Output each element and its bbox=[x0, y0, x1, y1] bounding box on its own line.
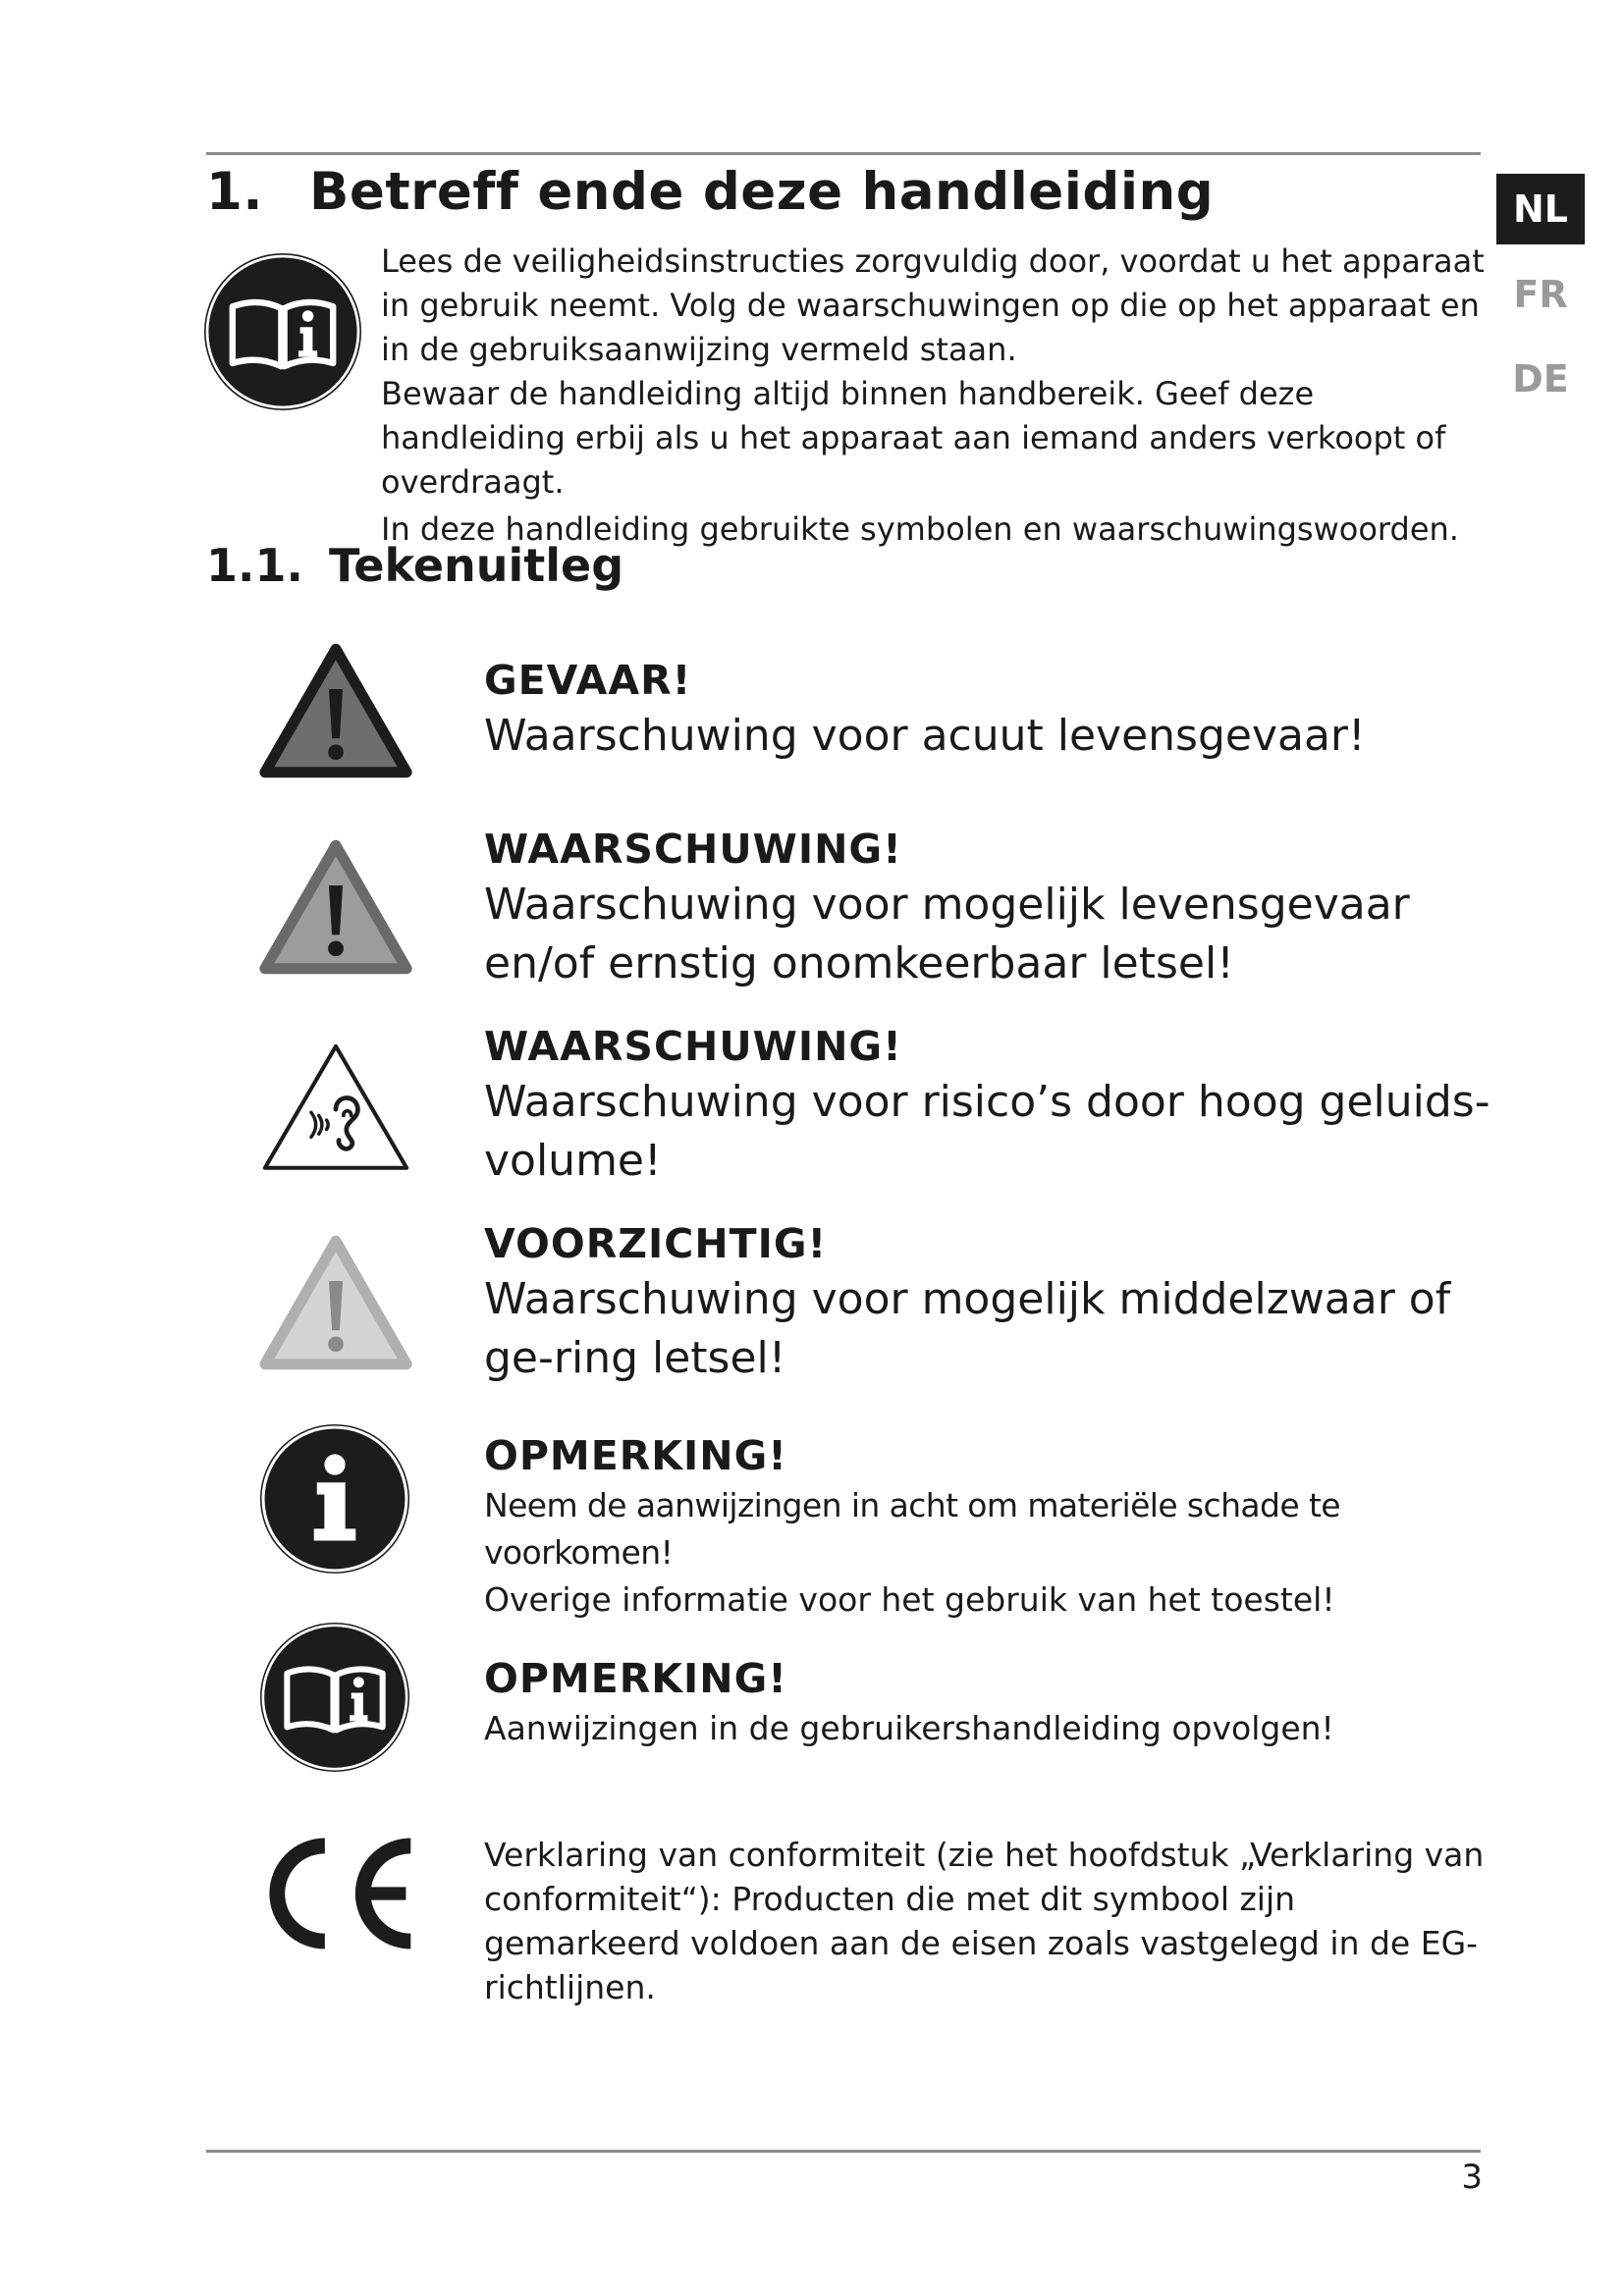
signal-word: WAARSCHUWING! bbox=[484, 1023, 902, 1070]
signal-description: Overige informatie voor het gebruik van het toestel! bbox=[484, 1580, 1335, 1619]
lang-tab-de[interactable]: DE bbox=[1512, 357, 1569, 400]
lang-tab-fr[interactable]: FR bbox=[1513, 273, 1568, 316]
signal-warning bbox=[484, 823, 1495, 993]
signal-description: Waarschuwing voor risico’s door hoog geluids-volume! bbox=[484, 1077, 1490, 1186]
intro-text bbox=[381, 240, 1500, 552]
signal-word: WAARSCHUWING! bbox=[484, 826, 902, 873]
signal-note-info bbox=[484, 1429, 1495, 1624]
intro-paragraph: Bewaar de handleiding altijd binnen handbereik. Geef deze handleiding erbij als u het apparaat aan iemand anders verkoopt of overdraagt. bbox=[381, 375, 1446, 501]
section-number: 1.1. bbox=[206, 539, 303, 592]
caution-triangle-icon bbox=[258, 1235, 413, 1370]
signal-warning-hearing bbox=[484, 1020, 1495, 1191]
danger-triangle-icon bbox=[258, 643, 413, 778]
chapter-title: Betreff ende deze handleiding bbox=[309, 162, 1215, 222]
ce-mark-icon bbox=[253, 1834, 420, 1953]
signal-danger bbox=[484, 654, 1495, 766]
chapter-heading bbox=[206, 162, 1214, 222]
signal-word: OPMERKING! bbox=[484, 1432, 787, 1479]
top-rule bbox=[206, 152, 1481, 155]
section-title: Tekenuitleg bbox=[329, 539, 624, 592]
warning-triangle-icon bbox=[258, 839, 413, 975]
signal-description: Waarschuwing voor mogelijk middelzwaar of ge-ring letsel! bbox=[484, 1274, 1451, 1383]
signal-description: Waarschuwing voor mogelijk levensgevaar en/of ernstig onomkeerbaar letsel! bbox=[484, 880, 1410, 988]
signal-word: VOORZICHTIG! bbox=[484, 1220, 828, 1267]
ce-declaration-text: Verklaring van conformiteit (zie het hoofdstuk „Verklaring van conformiteit“): Producten die met dit symbool zijn gemarkeerd voldoen aan de eisen zoals vastgelegd in de EG-richtlijnen. bbox=[484, 1836, 1485, 2006]
signal-note-manual bbox=[484, 1652, 1495, 1752]
manual-icon bbox=[204, 253, 361, 410]
hearing-warning-icon bbox=[258, 1039, 413, 1174]
page-number: 3 bbox=[1461, 2158, 1483, 2197]
intro-paragraph: In deze handleiding gebruikte symbolen en waarschuwingswoorden. bbox=[381, 510, 1459, 548]
chapter-number: 1. bbox=[206, 162, 264, 222]
info-circle-icon bbox=[260, 1424, 409, 1574]
signal-caution bbox=[484, 1217, 1495, 1388]
signal-description: Waarschuwing voor acuut levensgevaar! bbox=[484, 711, 1366, 761]
intro-paragraph: Lees de veiligheidsinstructies zorgvuldig door, voordat u het apparaat in gebruik neemt. Volg de waarschuwingen op die op het apparaat en in de gebruiksaanwijzing vermeld staan. bbox=[381, 242, 1485, 368]
signal-description: Neem de aanwijzingen in acht om materiële schade te voorkomen! bbox=[484, 1486, 1340, 1572]
signal-word: GEVAAR! bbox=[484, 657, 692, 704]
signal-description: Aanwijzingen in de gebruikershandleiding opvolgen! bbox=[484, 1709, 1334, 1747]
lang-tab-nl[interactable]: NL bbox=[1496, 174, 1585, 244]
signal-word: OPMERKING! bbox=[484, 1655, 787, 1702]
section-heading bbox=[206, 539, 623, 592]
bottom-rule bbox=[206, 2150, 1481, 2153]
manual-icon bbox=[260, 1623, 409, 1772]
